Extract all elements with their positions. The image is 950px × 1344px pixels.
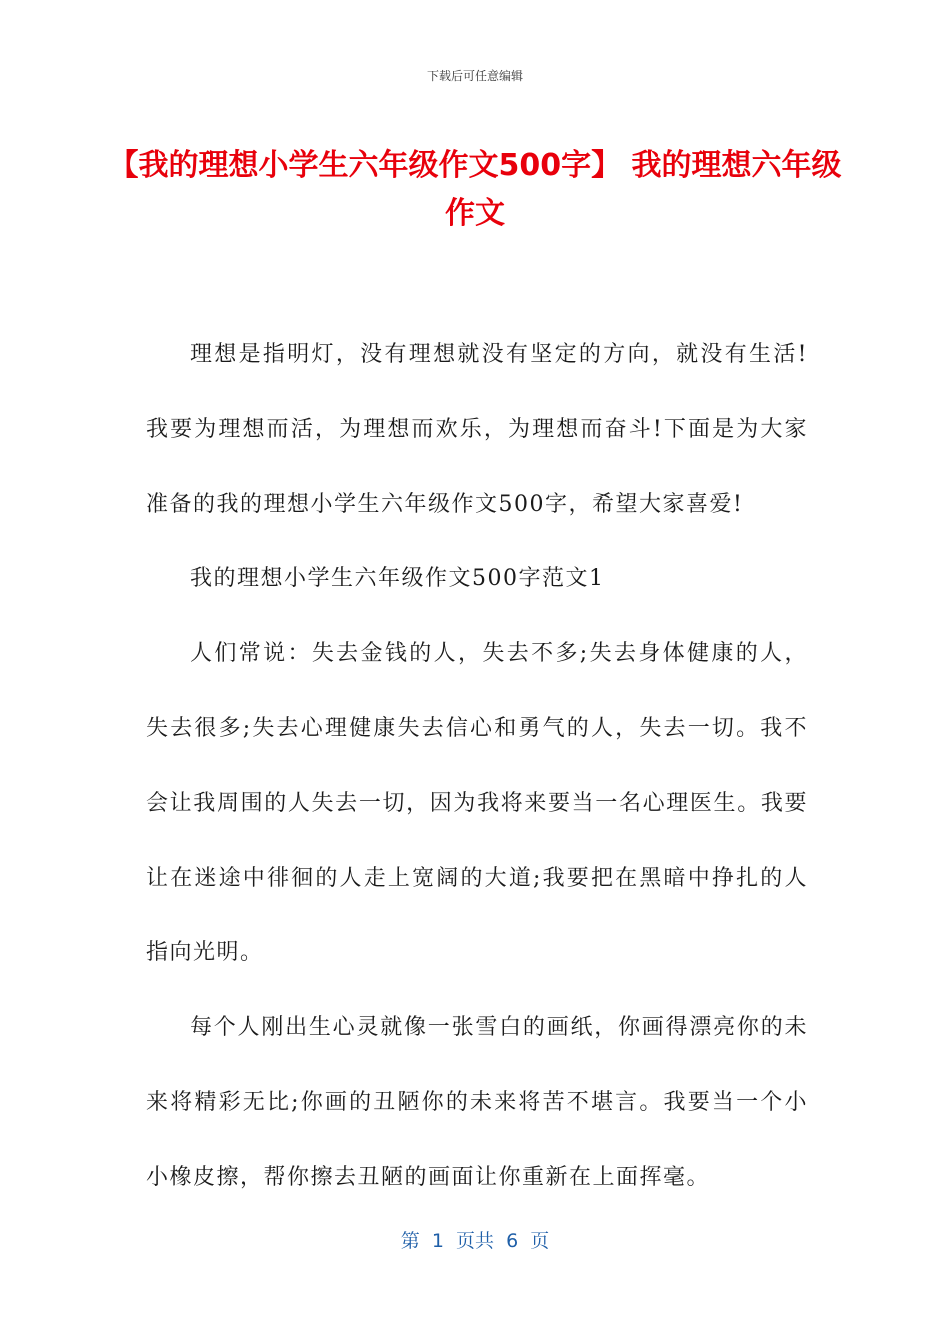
- paragraph-subheading: 我的理想小学生六年级作文500字范文1: [190, 566, 605, 592]
- header-note: 下载后可任意编辑: [426, 69, 523, 83]
- document-body: [146, 318, 808, 1216]
- page-footer: [0, 1226, 950, 1253]
- paragraph-intro: 理想是指明灯，没有理想就没有坚定的方向，就没有生活!我要为理想而活，为理想而欢乐，为理想而奋斗!下面是为大家准备的我的理想小学生六年级作文500字，希望大家喜爱!: [146, 342, 808, 517]
- paragraph-2: 每个人刚出生心灵就像一张雪白的画纸，你画得漂亮你的未来将精彩无比;你画的丑陋你的未来将苦不堪言。我要当一个小小橡皮擦，帮你擦去丑陋的画面让你重新在上面挥毫。: [146, 1015, 808, 1190]
- document-title: 【我的理想小学生六年级作文500字】 我的理想六年级作文: [108, 148, 842, 231]
- page-number-label: 第 1 页共 6 页: [400, 1230, 550, 1252]
- paragraph-1: 人们常说：失去金钱的人，失去不多;失去身体健康的人，失去很多;失去心理健康失去信心和勇气的人，失去一切。我不会让我周围的人失去一切，因为我将来要当一名心理医生。我要让在迷途中徘徊的人走上宽阔的大道;我要把在黑暗中挣扎的人指向光明。: [146, 641, 808, 966]
